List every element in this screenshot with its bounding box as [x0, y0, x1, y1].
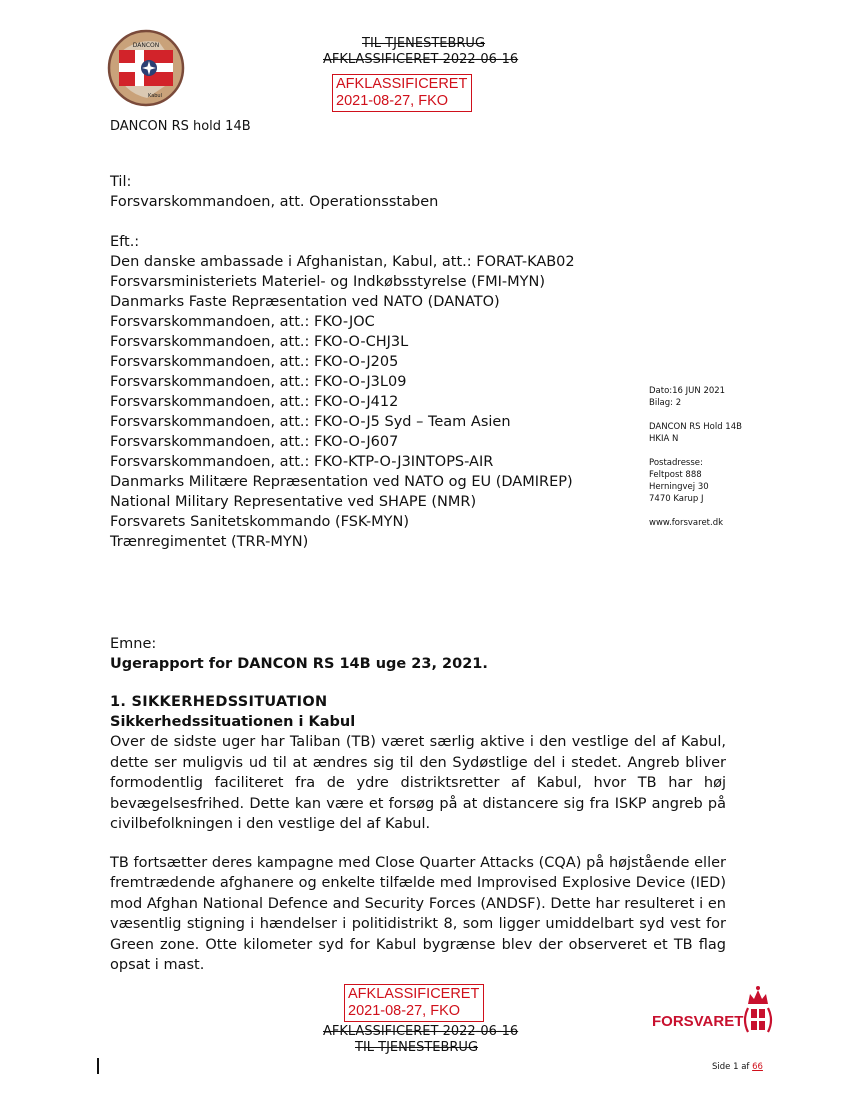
declassified-line-header: AFKLASSIFICERET 2022-06-16 — [323, 52, 519, 67]
declassified-stamp-header — [332, 74, 472, 112]
declassified-line-footer: AFKLASSIFICERET 2022-06-16 — [323, 1024, 519, 1039]
cc-item: Forsvarskommandoen, att.: FKO-O-J5 Syd – Team Asien — [110, 414, 511, 430]
section-heading: 1. SIKKERHEDSSITUATION — [110, 694, 328, 710]
subject-title: Ugerapport for DANCON RS 14B uge 23, 2021. — [110, 656, 488, 672]
page-total-link[interactable]: 66 — [752, 1062, 763, 1072]
cc-item: Danmarks Militære Repræsentation ved NATO og EU (DAMIREP) — [110, 474, 573, 490]
cc-item: Forsvarets Sanitetskommando (FSK-MYN) — [110, 514, 410, 530]
postal-city: 7470 Karup J — [649, 494, 704, 504]
sender-ref: HKIA N — [649, 434, 679, 444]
unit-name: DANCON RS hold 14B — [110, 119, 251, 134]
stamp-text-line2: 2021-08-27, FKO — [348, 1003, 461, 1019]
postal-street: Herningvej 30 — [649, 482, 709, 492]
postal-label: Postadresse: — [649, 458, 703, 468]
sender-name: DANCON RS Hold 14B — [649, 422, 742, 432]
to-label: Til: — [110, 174, 132, 190]
stamp-text-line1: AFKLASSIFICERET — [348, 986, 480, 1002]
document-date: Dato:16 JUN 2021 — [649, 386, 726, 396]
text-cursor — [97, 1058, 99, 1074]
cc-item: Forsvarskommandoen, att.: FKO-O-J3L09 — [110, 374, 407, 390]
section-security — [110, 692, 726, 976]
cc-label: Eft.: — [110, 234, 140, 250]
page-prefix: Side 1 af — [712, 1062, 753, 1072]
cc-item: Forsvarsministeriets Materiel- og Indkøbsstyrelse (FMI-MYN) — [110, 274, 546, 290]
cc-item: Trænregimentet (TRR-MYN) — [110, 534, 309, 550]
svg-text:DANCON: DANCON — [132, 42, 160, 49]
subject-block — [110, 634, 488, 674]
postal-box: Feltpost 888 — [649, 470, 702, 480]
recipients-block — [110, 172, 575, 552]
page-number — [712, 1062, 763, 1072]
cc-item: Danmarks Faste Repræsentation ved NATO (DANATO) — [110, 294, 500, 310]
subject-label: Emne: — [110, 636, 157, 652]
section-subheading: Sikkerhedssituationen i Kabul — [110, 714, 356, 730]
body-paragraph: TB fortsætter deres kampagne med Close Quarter Attacks (CQA) på højstående eller fremtrædende afghanere og enkelte tilfælde med Improvised Explosive Device (IED) mod Afghan National Defence and Security Forces (ANDSF). Dette har resulteret i en væsentlig stigning i hændelser i politidistrikt 8, som ligger umiddelbart syd vest for Green zone. Otte kilometer syd for Kabul bygrænse blev der observeret et TB flag opsat i mast. — [110, 854, 726, 973]
classification-old-header: TIL TJENESTEBRUG — [362, 36, 486, 51]
dancon-logo — [107, 28, 185, 108]
cc-item: Forsvarskommandoen, att.: FKO-O-J412 — [110, 394, 399, 410]
forsvaret-logo — [652, 982, 776, 1040]
svg-text:FORSVARET: FORSVARET — [652, 1013, 744, 1030]
attachments-count: Bilag: 2 — [649, 398, 682, 408]
cc-item: Den danske ambassade i Afghanistan, Kabul, att.: FORAT-KAB02 — [110, 254, 575, 270]
cc-item: Forsvarskommandoen, att.: FKO-JOC — [110, 314, 375, 330]
to-recipient: Forsvarskommandoen, att. Operationsstaben — [110, 194, 439, 210]
website-link[interactable]: www.forsvaret.dk — [649, 518, 724, 528]
body-paragraph: Over de sidste uger har Taliban (TB) været særlig aktive i den vestlige del af Kabul, dette ser muligvis ud til at ændres sig til den Sydøstlige del i stedet. Angreb bliver formodentlig faciliteret fra de ydre distriktsretter af Kabul, hvor TB har høj bevægelsesfrihed. Dette kan være et forsøg på at distancere sig fra ISKP angreb på civilbefolkningen i den vestlige del af Kabul. — [110, 734, 726, 832]
sender-info — [649, 385, 742, 529]
stamp-text-line2: 2021-08-27, FKO — [336, 93, 449, 109]
cc-item: Forsvarskommandoen, att.: FKO-KTP-O-J3INTOPS-AIR — [110, 454, 494, 470]
declassified-stamp-footer — [344, 984, 484, 1022]
svg-text:Kabul: Kabul — [148, 93, 162, 99]
cc-item: National Military Representative ved SHAPE (NMR) — [110, 494, 477, 510]
cc-item: Forsvarskommandoen, att.: FKO-O-CHJ3L — [110, 334, 409, 350]
stamp-text-line1: AFKLASSIFICERET — [336, 76, 468, 92]
cc-item: Forsvarskommandoen, att.: FKO-O-J607 — [110, 434, 399, 450]
cc-item: Forsvarskommandoen, att.: FKO-O-J205 — [110, 354, 399, 370]
classification-old-footer: TIL TJENESTEBRUG — [355, 1040, 479, 1055]
